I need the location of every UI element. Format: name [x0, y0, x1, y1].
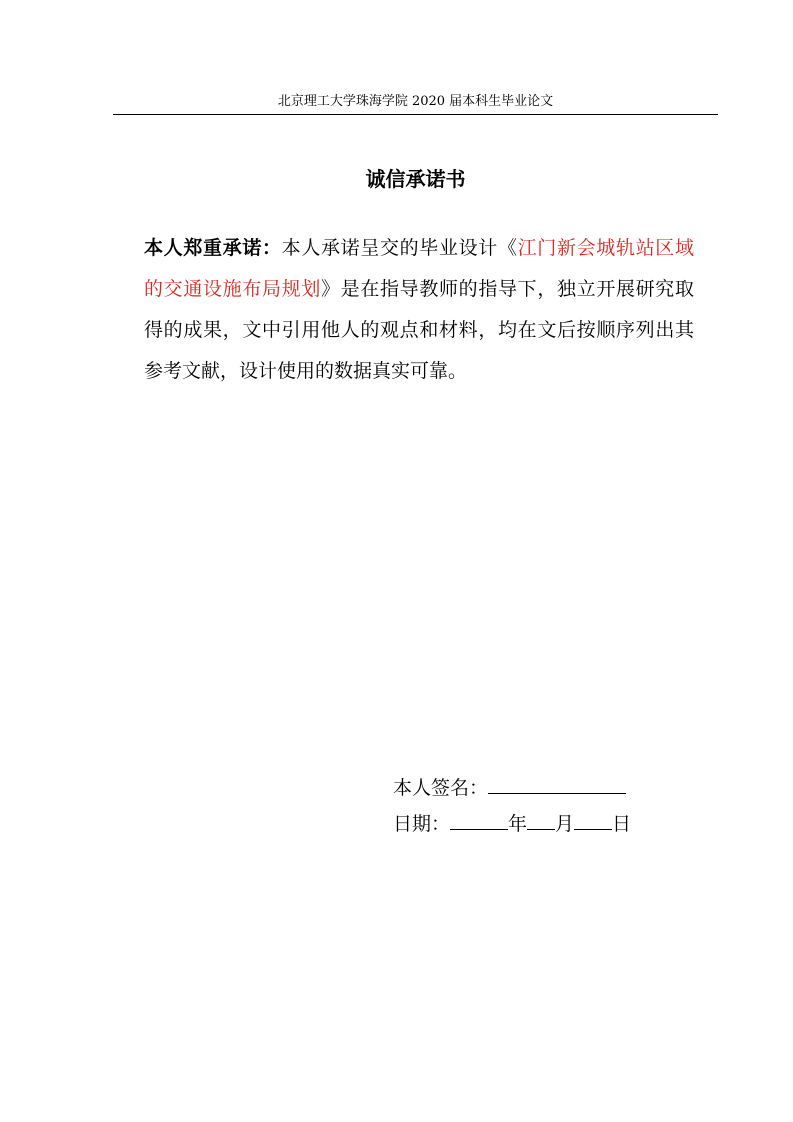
signature-block [393, 770, 631, 842]
signature-row [393, 770, 631, 806]
thesis-title: 江门新会城轨站区域的交通设施布局规划 [144, 237, 694, 300]
pledge-paragraph [144, 228, 694, 392]
open-quote: 《 [497, 237, 518, 259]
month-label: 月 [555, 813, 575, 835]
signature-line[interactable] [488, 771, 626, 794]
pledge-lead: 本人郑重承诺： [144, 237, 282, 259]
year-line[interactable] [450, 807, 508, 830]
date-label: 日期： [393, 813, 451, 835]
page-title: 诚信承诺书 [365, 167, 466, 191]
pledge-text-post: 是在指导教师的指导下，独立开展研究取得的成果，文中引用他人的观点和材料，均在文后按顺序列出其参考文献，设计使用的数据真实可靠。 [144, 278, 694, 382]
date-row [393, 806, 631, 842]
day-line[interactable] [574, 807, 612, 830]
header-divider [113, 114, 718, 115]
signature-label: 本人签名： [393, 777, 489, 799]
year-label: 年 [508, 813, 528, 835]
month-line[interactable] [527, 807, 555, 830]
pledge-text-pre: 本人承诺呈交的毕业设计 [281, 237, 498, 259]
day-label: 日 [612, 813, 632, 835]
page-header: 北京理工大学珠海学院 2020 届本科生毕业论文 [277, 94, 554, 109]
close-quote: 》 [321, 278, 341, 300]
